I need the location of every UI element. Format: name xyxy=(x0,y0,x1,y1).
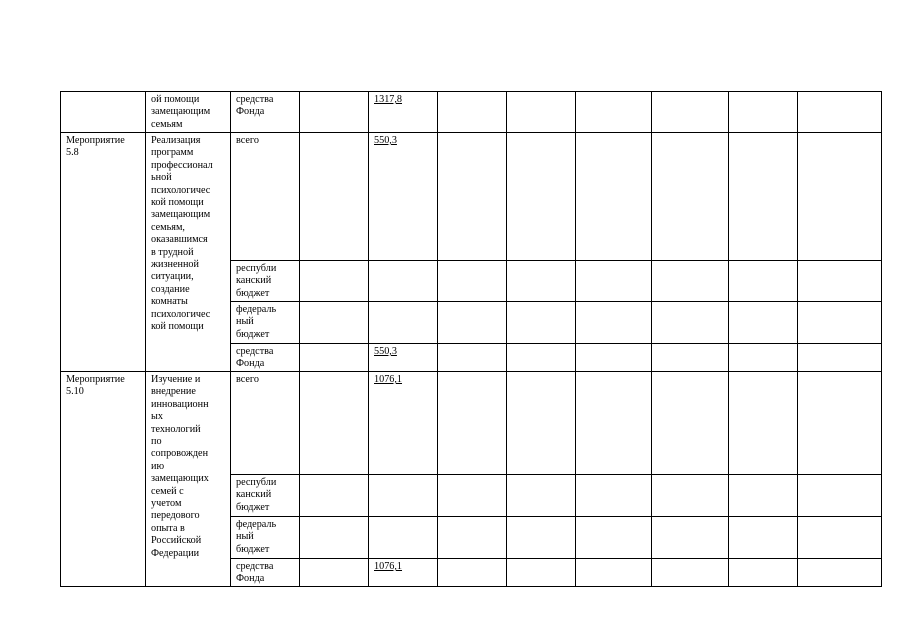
empty-cell xyxy=(652,559,729,587)
empty-cell xyxy=(300,517,369,559)
empty-cell xyxy=(576,559,652,587)
empty-cell xyxy=(507,372,576,475)
funding-source-cell xyxy=(231,261,300,302)
funding-source-label: республи канский бюджет xyxy=(236,263,277,299)
funding-source-label: средства Фонда xyxy=(236,561,274,585)
description-text: ой помощи замещающим семьям xyxy=(151,94,211,130)
funding-source-label: всего xyxy=(236,374,259,385)
empty-cell xyxy=(798,344,882,372)
empty-cell xyxy=(729,92,798,133)
empty-cell xyxy=(652,302,729,344)
empty-cell xyxy=(507,133,576,261)
amount-value: 550,3 xyxy=(374,135,397,146)
amount-value: 1076,1 xyxy=(374,561,403,572)
empty-cell xyxy=(729,372,798,475)
empty-cell xyxy=(652,517,729,559)
funding-source-cell xyxy=(231,517,300,559)
funding-source-label: федераль ный бюджет xyxy=(236,519,277,555)
funding-source-cell xyxy=(231,559,300,587)
funding-source-cell xyxy=(231,372,300,475)
funding-source-cell xyxy=(231,302,300,344)
amount-cell xyxy=(369,344,438,372)
empty-cell xyxy=(652,475,729,517)
empty-cell xyxy=(576,133,652,261)
empty-cell xyxy=(300,92,369,133)
description-cell xyxy=(146,133,231,372)
description-cell xyxy=(146,92,231,133)
amount-value: 1076,1 xyxy=(374,374,403,385)
empty-cell xyxy=(507,517,576,559)
empty-cell xyxy=(798,475,882,517)
empty-cell xyxy=(576,344,652,372)
empty-cell xyxy=(438,372,507,475)
empty-cell xyxy=(300,372,369,475)
description-cell xyxy=(146,372,231,587)
event-cell xyxy=(61,133,146,372)
empty-cell xyxy=(798,261,882,302)
empty-cell xyxy=(507,475,576,517)
empty-cell xyxy=(438,517,507,559)
funding-source-label: всего xyxy=(236,135,259,146)
empty-cell xyxy=(438,475,507,517)
empty-cell xyxy=(798,517,882,559)
empty-cell xyxy=(576,475,652,517)
funding-source-cell xyxy=(231,475,300,517)
empty-cell xyxy=(729,517,798,559)
empty-cell xyxy=(729,559,798,587)
empty-cell xyxy=(729,133,798,261)
empty-cell xyxy=(576,302,652,344)
empty-cell xyxy=(798,559,882,587)
empty-cell xyxy=(438,559,507,587)
empty-cell xyxy=(729,475,798,517)
empty-cell xyxy=(300,559,369,587)
budget-table xyxy=(60,91,882,587)
empty-cell xyxy=(438,344,507,372)
empty-cell xyxy=(438,92,507,133)
table-row xyxy=(61,92,882,133)
empty-cell xyxy=(652,372,729,475)
empty-cell xyxy=(300,261,369,302)
funding-source-label: средства Фонда xyxy=(236,346,274,370)
empty-cell xyxy=(576,261,652,302)
empty-cell xyxy=(576,372,652,475)
empty-cell xyxy=(729,261,798,302)
empty-cell xyxy=(300,302,369,344)
funding-source-label: федераль ный бюджет xyxy=(236,304,277,340)
empty-cell xyxy=(652,261,729,302)
event-label: Мероприятие 5.10 xyxy=(66,374,125,398)
empty-cell xyxy=(652,344,729,372)
empty-cell xyxy=(798,92,882,133)
empty-cell xyxy=(438,133,507,261)
empty-cell xyxy=(798,372,882,475)
table-row xyxy=(61,372,882,475)
amount-cell xyxy=(369,92,438,133)
amount-value: 1317,8 xyxy=(374,94,403,105)
empty-cell xyxy=(300,133,369,261)
funding-source-cell xyxy=(231,133,300,261)
empty-cell xyxy=(300,475,369,517)
description-text: Изучение и внедрение инновационн ых технологий по сопровожден ию замещающих семей с учетом передового опыта в Российской Федерации xyxy=(151,374,209,559)
event-cell xyxy=(61,92,146,133)
amount-cell xyxy=(369,559,438,587)
amount-value: 550,3 xyxy=(374,346,397,357)
event-cell xyxy=(61,372,146,587)
empty-cell xyxy=(438,261,507,302)
amount-cell xyxy=(369,133,438,261)
empty-cell xyxy=(507,344,576,372)
amount-cell xyxy=(369,372,438,475)
funding-source-cell xyxy=(231,92,300,133)
empty-cell xyxy=(507,92,576,133)
empty-cell xyxy=(576,517,652,559)
empty-cell xyxy=(576,92,652,133)
empty-cell xyxy=(507,302,576,344)
empty-cell xyxy=(300,344,369,372)
empty-cell xyxy=(798,133,882,261)
amount-cell xyxy=(369,302,438,344)
empty-cell xyxy=(652,133,729,261)
amount-cell xyxy=(369,261,438,302)
event-label: Мероприятие 5.8 xyxy=(66,135,125,159)
empty-cell xyxy=(652,92,729,133)
funding-source-label: республи канский бюджет xyxy=(236,477,277,513)
empty-cell xyxy=(438,302,507,344)
table-row xyxy=(61,133,882,261)
amount-cell xyxy=(369,475,438,517)
empty-cell xyxy=(729,344,798,372)
empty-cell xyxy=(507,559,576,587)
funding-source-label: средства Фонда xyxy=(236,94,274,118)
empty-cell xyxy=(798,302,882,344)
amount-cell xyxy=(369,517,438,559)
empty-cell xyxy=(507,261,576,302)
empty-cell xyxy=(729,302,798,344)
description-text: Реализация программ профессионал ьной психологичес кой помощи замещающим семьям, оказавшимся в трудной жизненной ситуации, создание комнаты психологичес кой помощи xyxy=(151,135,213,333)
table-body xyxy=(61,92,882,587)
funding-source-cell xyxy=(231,344,300,372)
